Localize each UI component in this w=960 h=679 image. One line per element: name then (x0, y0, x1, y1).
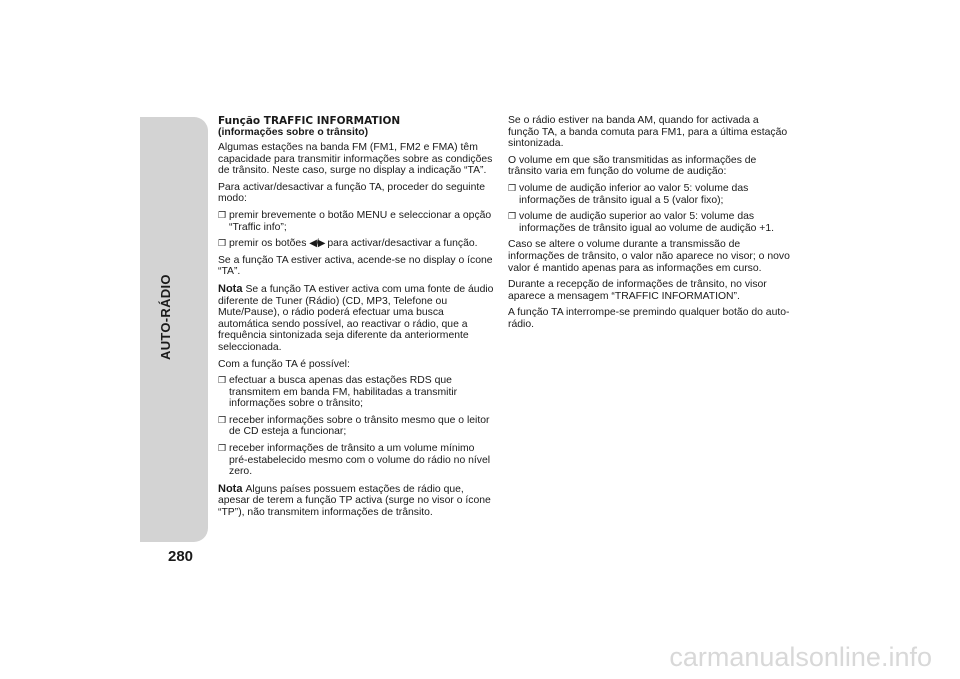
right-column (508, 115, 790, 336)
paragraph: Caso se altere o volume durante a transmissão de informações de trânsito, o valor não aparece no visor; o novo valor é mantido apenas para as informações em curso. (508, 239, 790, 274)
list-item-text (229, 238, 494, 250)
checkbox-bullet-icon: ❒ (218, 375, 227, 386)
paragraph: Com a função TA é possível: (218, 358, 350, 370)
list-item (218, 210, 494, 233)
note (218, 284, 494, 354)
list-item (508, 211, 790, 234)
list-item (508, 183, 790, 206)
list-item (218, 238, 494, 250)
checkbox-bullet-icon: ❒ (218, 414, 227, 425)
list-item-text: premir brevemente o botão MENU e seleccionar a opção “Traffic info”; (229, 209, 492, 233)
list-item-text: volume de audição superior ao valor 5: volume das informações de trânsito igual ao volume de audição +1. (519, 211, 775, 234)
section-heading: Função TRAFFIC INFORMATION (218, 115, 401, 127)
paragraph: Durante a recepção de informações de trânsito, no visor aparece a mensagem “TRAFFIC INFORMATION”. (508, 279, 767, 302)
note-label: Nota (218, 282, 243, 295)
checkbox-bullet-icon: ❒ (508, 211, 517, 222)
note (218, 484, 494, 519)
note-label: Nota (218, 482, 243, 495)
list-item-suffix: para activar/desactivar a função. (327, 238, 478, 250)
paragraph: O volume em que são transmitidas as informações de trânsito varia em função do volume de audição: (508, 154, 757, 178)
arrow-buttons-icon: ◀/▶ (309, 238, 325, 250)
checkbox-bullet-icon: ❒ (218, 209, 227, 220)
list-item-text: efectuar a busca apenas das estações RDS que transmitem em banda FM, habilitadas a transmitir informações sobre o trânsito; (229, 375, 458, 410)
paragraph: Se o rádio estiver na banda AM, quando for activada a função TA, a banda comuta para FM1, para a última estação sintonizada. (508, 115, 788, 150)
list-item (218, 375, 494, 410)
note-text: Alguns países possuem estações de rádio que, apesar de terem a função TP activa (surge no visor o ícone “TP”), não transmitem informações de trânsito. (218, 483, 491, 519)
checkbox-bullet-icon: ❒ (218, 443, 227, 454)
list-item-text: receber informações sobre o trânsito mesmo que o leitor de CD esteja a funcionar; (229, 414, 490, 438)
paragraph: A função TA interrompe-se premindo qualquer botão do auto-rádio. (508, 307, 790, 330)
list-item (218, 415, 494, 438)
checkbox-bullet-icon: ❒ (218, 238, 227, 249)
note-text: Se a função TA estiver activa com uma fonte de áudio diferente de Tuner (Rádio) (CD, MP3, Telefone ou Mute/Pause), o rádio poderá efectuar uma busca automática sendo possível, ao reactivar o rádio, que a frequência sintonizada seja diferente da anteriormente seleccionada. (218, 283, 494, 353)
list-item (218, 443, 494, 478)
list-item-prefix: premir os botões (229, 238, 307, 250)
paragraph: Para activar/desactivar a função TA, proceder do seguinte modo: (218, 181, 486, 205)
list-item-text: volume de audição inferior ao valor 5: volume das informações de trânsito igual a 5 (valor fixo); (519, 182, 749, 206)
chapter-label: AUTO-RÁDIO (158, 274, 173, 360)
list-item-text: receber informações de trânsito a um volume mínimo pré-estabelecido mesmo com o volume do rádio no nível zero. (229, 443, 491, 478)
watermark: carmanualsonline.info (669, 642, 932, 672)
chapter-side-tab (140, 117, 208, 542)
section-subheading: (informações sobre o trânsito) (218, 127, 369, 138)
paragraph: Se a função TA estiver activa, acende-se no display o ícone “TA”. (218, 254, 493, 278)
paragraph: Algumas estações na banda FM (FM1, FM2 e FMA) têm capacidade para transmitir informações sobre as condições de trânsito. Neste caso, surge no display a indicação “TA”. (218, 142, 493, 177)
page-number: 280 (168, 548, 194, 565)
left-column (218, 115, 494, 524)
checkbox-bullet-icon: ❒ (508, 182, 517, 193)
